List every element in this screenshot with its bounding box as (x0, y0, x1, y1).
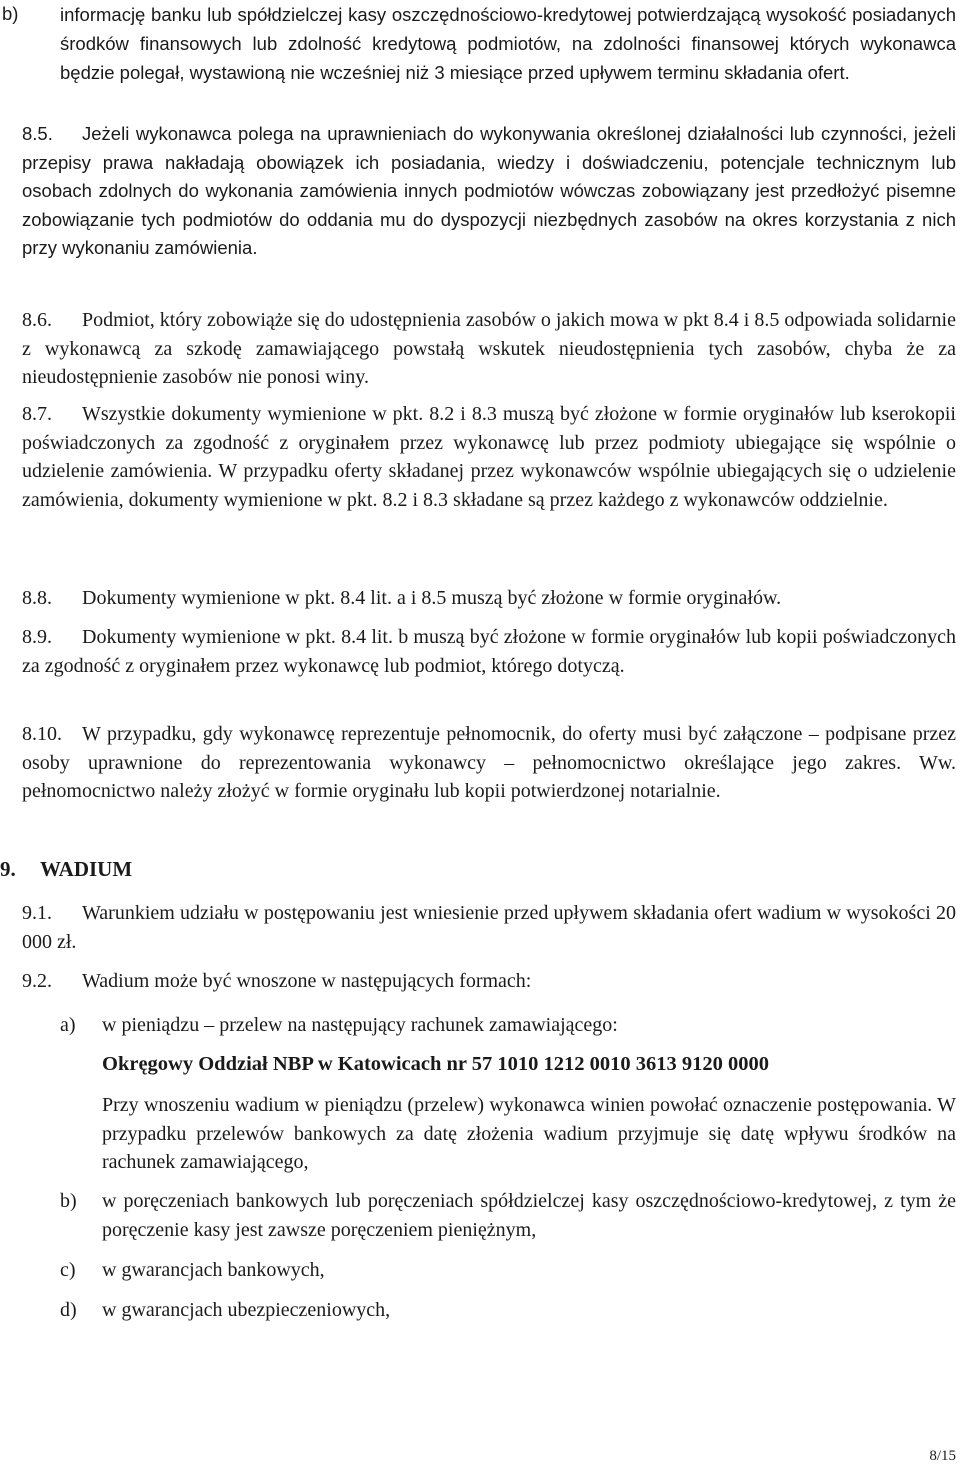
section-8-6 (22, 306, 956, 392)
section-8-6-text: Podmiot, który zobowiąże się do udostępnienia zasobów o jakich mowa w pkt 8.4 i 8.5 odpowiada solidarnie z wykonawcą za szkodę zamawiającego powstałą wskutek nieudostępnienia tych zasobów, chyba że za nieudostępnienie zasobów nie ponosi winy. (22, 309, 956, 389)
section-9-1-number: 9.1. (22, 902, 52, 924)
section-8-10-number: 8.10. (22, 723, 62, 745)
section-9-2 (22, 967, 956, 996)
section-8-7-text: Wszystkie dokumenty wymienione w pkt. 8.2 i 8.3 muszą być złożone w formie oryginałów lub kserokopii poświadczonych za zgodność z oryginałem przez wykonawcę lub przez podmioty ubiegające się wspólnie o udzielenie zamówienia. W przypadku oferty składanej przez wykonawców wspólnie ubiegających się o udzielenie zamówienia, dokumenty wymienione w pkt. 8.2 i 8.3 składane są przez każdego z wykonawców oddzielnie. (22, 403, 956, 511)
list-marker-a: a) (60, 1014, 76, 1036)
section-9-2-text: Wadium może być wnoszone w następujących formach: (82, 970, 532, 992)
list-marker-d: d) (60, 1299, 77, 1321)
section-8-6-number: 8.6. (22, 309, 52, 331)
page-number: 8/15 (929, 1448, 956, 1464)
section-8-8-number: 8.8. (22, 587, 52, 609)
list-marker-b-top: b) (2, 3, 19, 24)
section-9-number: 9. (0, 857, 16, 881)
section-8-9-text: Dokumenty wymienione w pkt. 8.4 lit. b muszą być złożone w formie oryginałów lub kopii poświadczonych za zgodność z oryginałem przez wykonawcę lub podmiot, którego dotyczą. (22, 626, 956, 677)
section-8-7 (22, 400, 956, 514)
section-9-2-number: 9.2. (22, 970, 52, 992)
list-item-b: w poręczeniach bankowych lub poręczeniach spółdzielczej kasy oszczędnościowo-kredytowej, z tym że poręczenie kasy jest zawsze poręczeniem pieniężnym, (102, 1190, 956, 1241)
section-8-8-text: Dokumenty wymienione w pkt. 8.4 lit. a i 8.5 muszą być złożone w formie oryginałów. (82, 587, 782, 609)
bank-account: Okręgowy Oddział NBP w Katowicach nr 57 1010 1212 0010 3613 9120 0000 (102, 1053, 770, 1075)
list-item-d: w gwarancjach ubezpieczeniowych, (102, 1299, 391, 1321)
section-8-5 (22, 120, 956, 263)
list-item-c: w gwarancjach bankowych, (102, 1259, 325, 1281)
list-marker-c: c) (60, 1259, 76, 1281)
section-8-8 (22, 584, 956, 613)
section-9-1 (22, 899, 956, 956)
section-9-1-text: Warunkiem udziału w postępowaniu jest wniesienie przed upływem składania ofert wadium w wysokości 20 000 zł. (22, 902, 956, 953)
section-8-9-number: 8.9. (22, 626, 52, 648)
section-8-9 (22, 623, 956, 680)
section-9-title: WADIUM (40, 857, 133, 881)
list-marker-b: b) (60, 1190, 77, 1212)
section-8-5-text: Jeżeli wykonawca polega na uprawnieniach do wykonywania określonej działalności lub czynności, jeżeli przepisy prawa nakładają obowiązek ich posiadania, wiedzy i doświadczeniu, potencjale technicznym lub osobach zdolnych do wykonania zamówienia innych podmiotów wówczas zobowiązany jest przedłożyć pisemne zobowiązanie tych podmiotów do oddania mu do dyspozycji niezbędnych zasobów na okres korzystania z nich przy wykonaniu zamówienia. (22, 123, 956, 259)
section-8-10-text: W przypadku, gdy wykonawcę reprezentuje pełnomocnik, do oferty musi być załączone – podpisane przez osoby uprawnione do reprezentowania wykonawcy – pełnomocnictwo określające jego zakres. Ww. pełnomocnictwo należy złożyć w formie oryginału lub kopii potwierdzonej notarialnie. (22, 723, 956, 803)
section-8-10 (22, 720, 956, 806)
list-item-a: w pieniądzu – przelew na następujący rachunek zamawiającego: (102, 1014, 618, 1036)
section-9-heading (0, 857, 132, 882)
section-8-5-number: 8.5. (22, 123, 53, 144)
paragraph-b-top: informację banku lub spółdzielczej kasy oszczędnościowo-kredytowej potwierdzającą wysokość posiadanych środków finansowych lub zdolność kredytową podmiotów, na zdolności finansowej których wykonawca będzie polegał, wystawioną nie wcześniej niż 3 miesiące przed upływem terminu składania ofert. (60, 4, 956, 83)
transfer-note: Przy wnoszeniu wadium w pieniądzu (przelew) wykonawca winien powołać oznaczenie postępowania. W przypadku przelewów bankowych za datę złożenia wadium przyjmuje się datę wpływu środków na rachunek zamawiającego, (102, 1094, 956, 1174)
section-8-7-number: 8.7. (22, 403, 52, 425)
